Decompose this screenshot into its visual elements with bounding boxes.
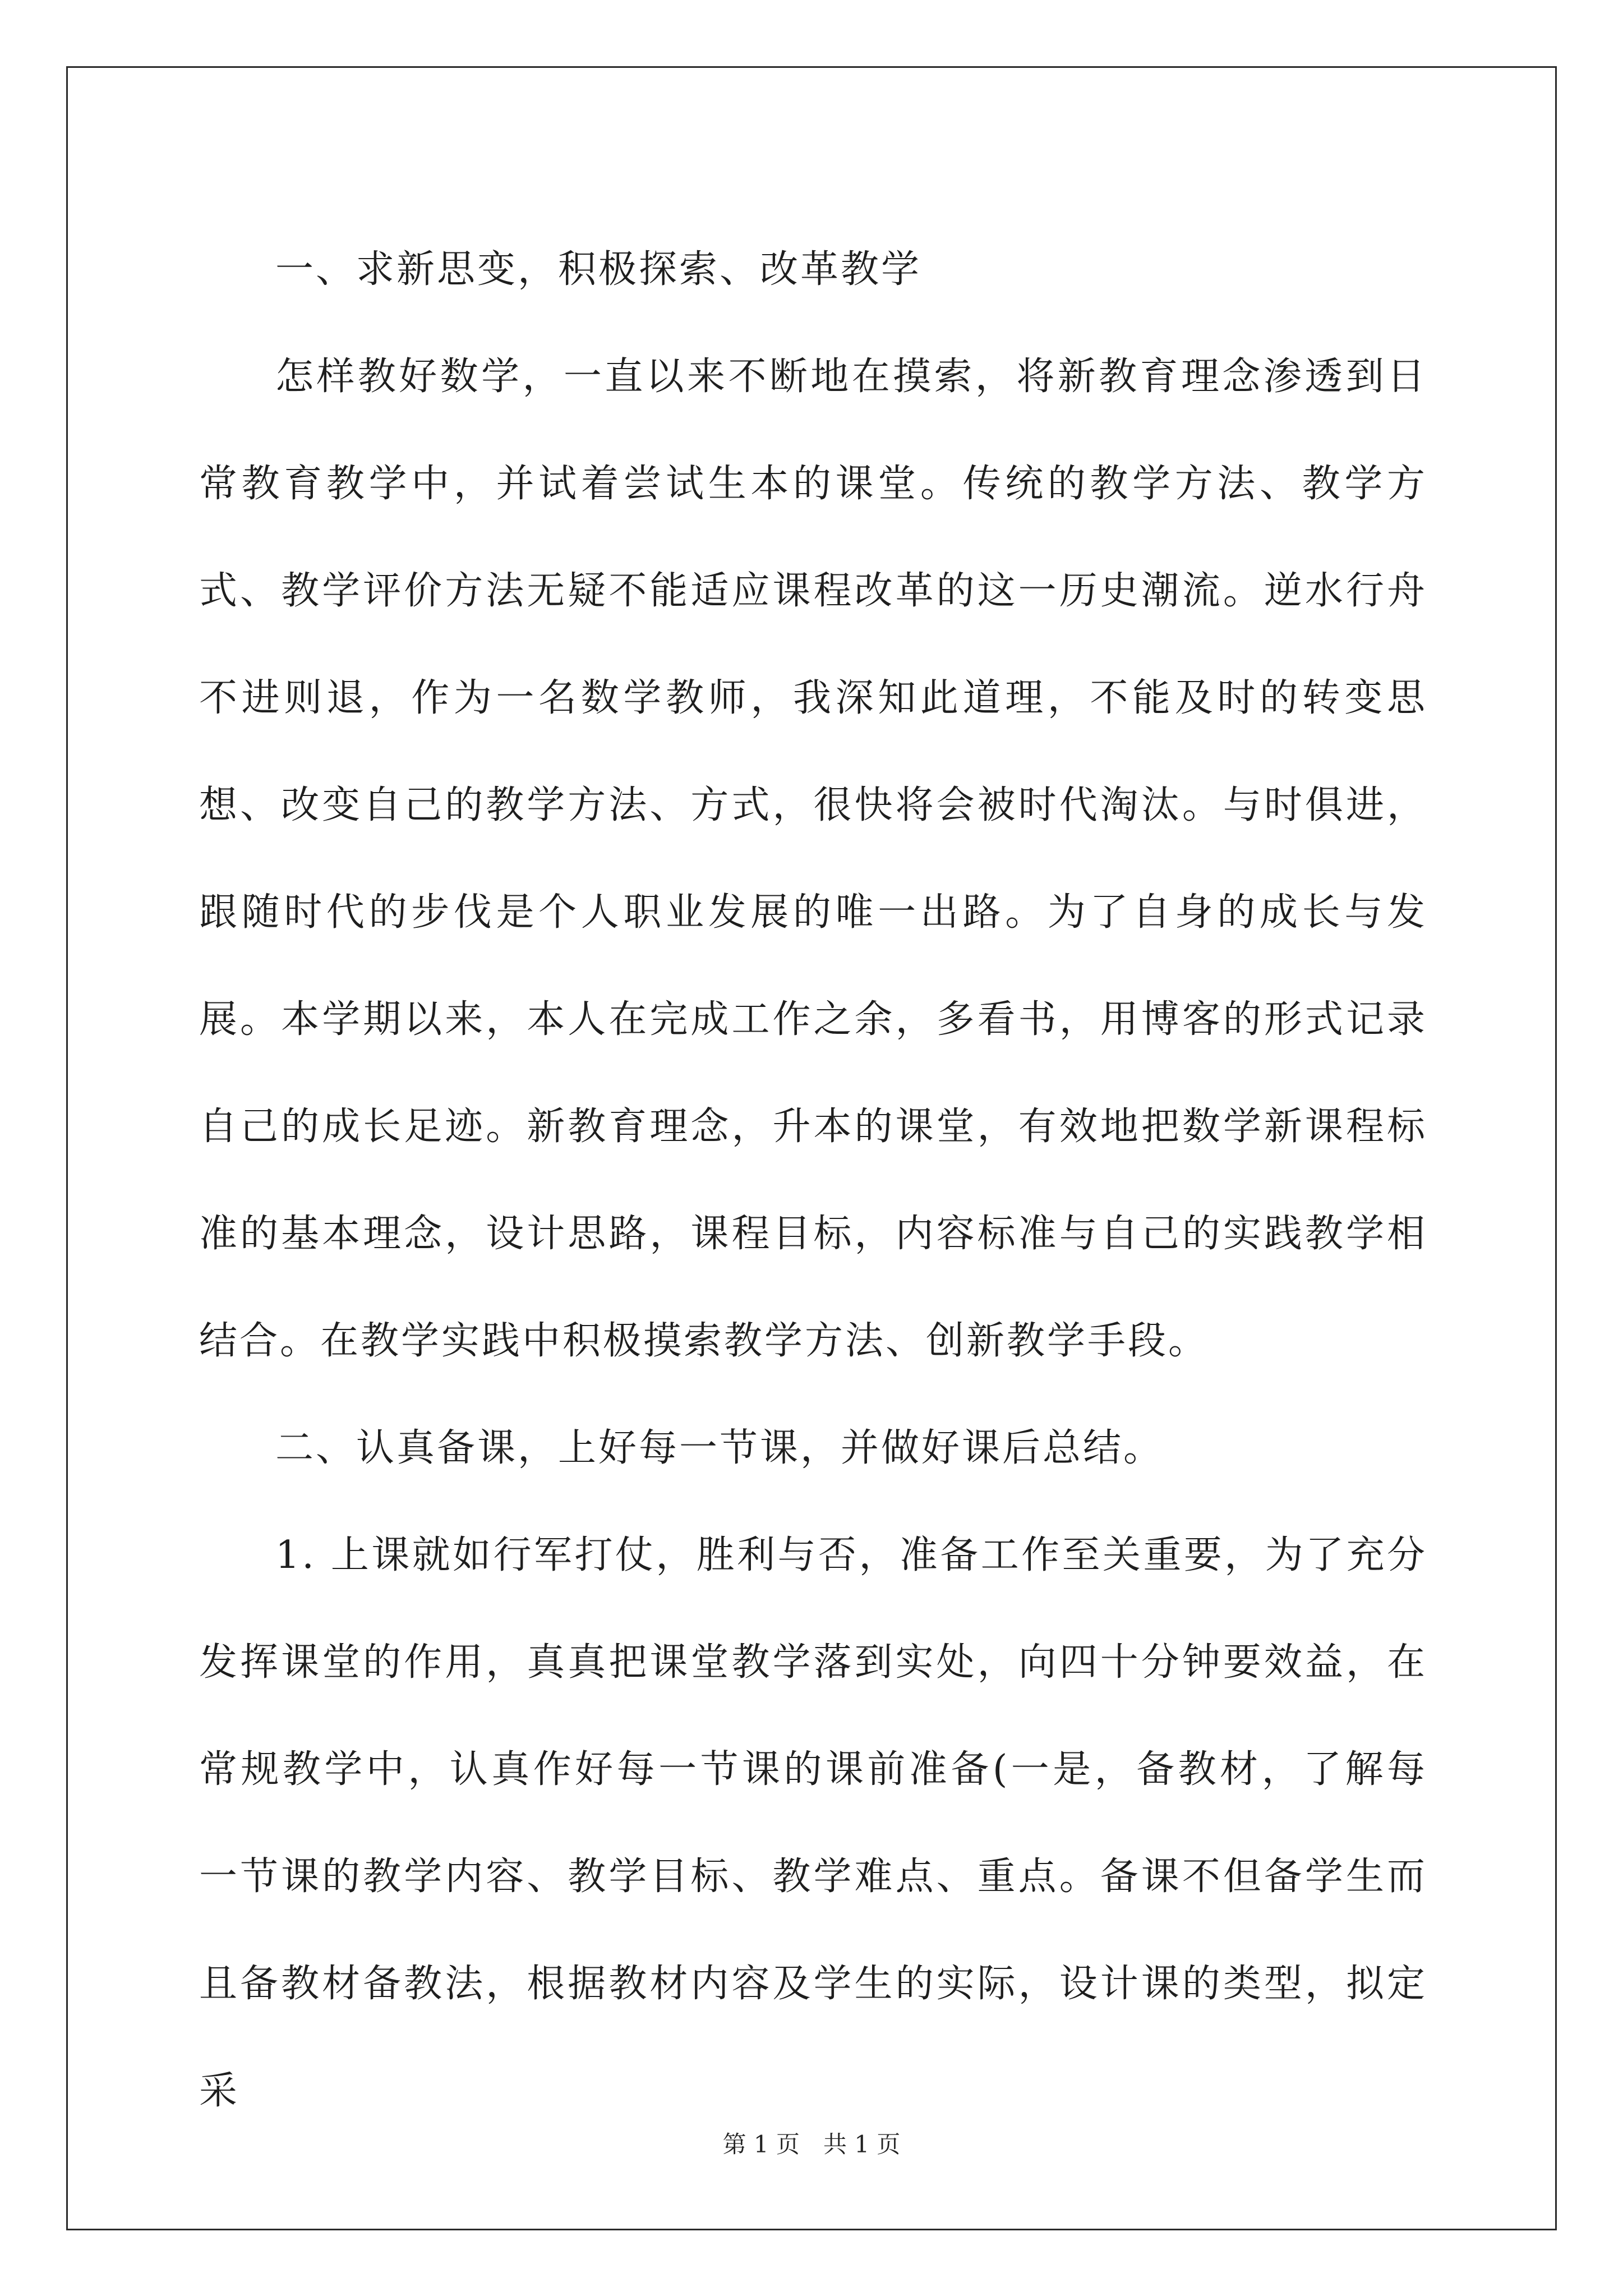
page-footer: 第 1 页 共 1 页 [722,2131,901,2158]
document-body [199,216,1427,2145]
section-heading-1: 一、求新思变，积极探索、改革教学 [275,247,922,292]
body-paragraph-1: 怎样教好数学，一直以来不断地在摸索，将新教育理念渗透到日常教育教学中，并试着尝试生本的课堂。传统的教学方法、教学方式、教学评价方法无疑不能适应课程改革的这一历史潮流。逆水行舟不进则退，作为一名数学教师，我深知此道理，不能及时的转变思想、改变自己的教学方法、方式，很快将会被时代淘汰。与时俱进，跟随时代的步伐是个人职业发展的唯一出路。为了自身的成长与发展。本学期以来，本人在完成工作之余，多看书，用博客的形式记录自己的成长足迹。新教育理念，升本的课堂，有效地把数学新课程标准的基本理念，设计思路，课程目标，内容标准与自己的实践教学相结合。在教学实践中积极摸索教学方法、创新教学手段。 [199,355,1427,1363]
section-heading-2: 二、认真备课，上好每一节课，并做好课后总结。 [275,1426,1164,1470]
body-paragraph-2: 1. 上课就如行军打仗，胜利与否，准备工作至关重要，为了充分发挥课堂的作用，真真把课堂教学落到实处，向四十分钟要效益，在常规教学中，认真作好每一节课的课前准备(一是，备教材，了解每一节课的教学内容、教学目标、教学难点、重点。备课不但备学生而且备教材备教法，根据教材内容及学生的实际，设计课的类型，拟定采 [199,1533,1427,2113]
